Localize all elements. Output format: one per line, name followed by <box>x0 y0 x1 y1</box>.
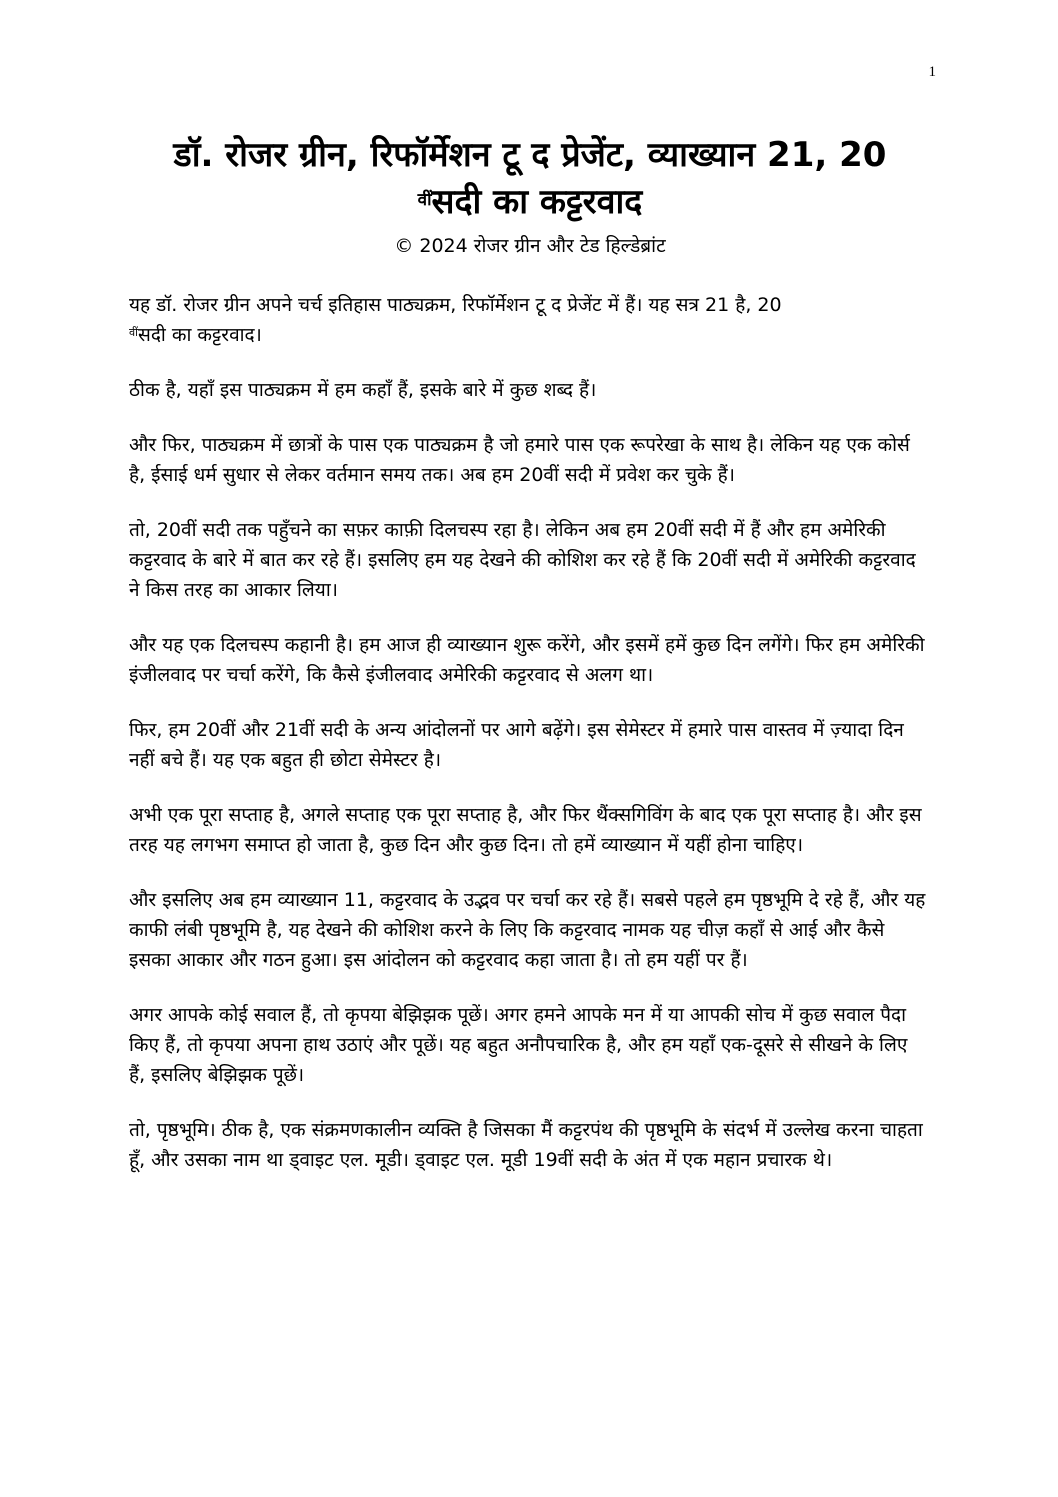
intro-superscript: वीं <box>129 326 138 339</box>
paragraph: ठीक है, यहाँ इस पाठ्यक्रम में हम कहाँ हैं, इसके बारे में कुछ शब्द हैं। <box>129 379 597 401</box>
paragraph: और यह एक दिलचस्प कहानी है। हम आज ही व्याख्यान शुरू करेंगे, और इसमें हमें कुछ दिन लगेंगे। फिर हम अमेरिकी इंजीलवाद पर चर्चा करेंगे, कि कैसे इंजीलवाद अमेरिकी कट्टरवाद से अलग था। <box>129 634 925 686</box>
paragraph: अभी एक पूरा सप्ताह है, अगले सप्ताह एक पूरा सप्ताह है, और फिर थैंक्सगिविंग के बाद एक पूरा सप्ताह है। और इस तरह यह लगभग समाप्त हो जाता है, कुछ दिन और कुछ दिन। तो हमें व्याख्यान में यहीं होना चाहिए। <box>129 804 922 856</box>
document-title <box>110 132 950 226</box>
page-number: 1 <box>928 64 936 80</box>
paragraph: तो, 20वीं सदी तक पहुँचने का सफ़र काफ़ी दिलचस्प रहा है। लेकिन अब हम 20वीं सदी में हैं और हम अमेरिकी कट्टरवाद के बारे में बात कर रहे हैं। इसलिए हम यह देखने की कोशिश कर रहे हैं कि 20वीं सदी में अमेरिकी कट्टरवाद ने किस तरह का आकार लिया। <box>129 519 916 601</box>
paragraph: तो, पृष्ठभूमि। ठीक है, एक संक्रमणकालीन व्यक्ति है जिसका मैं कट्टरपंथ की पृष्ठभूमि के संदर्भ में उल्लेख करना चाहता हूँ, और उसका नाम था ड्वाइट एल. मूडी। ड्वाइट एल. मूडी 19वीं सदी के अंत में एक महान प्रचारक थे। <box>129 1119 923 1171</box>
paragraph: और फिर, पाठ्यक्रम में छात्रों के पास एक पाठ्यक्रम है जो हमारे पास एक रूपरेखा के साथ है। लेकिन यह एक कोर्स है, ईसाई धर्म सुधार से लेकर वर्तमान समय तक। अब हम 20वीं सदी में प्रवेश कर चुके हैं। <box>129 434 910 486</box>
paragraph: अगर आपके कोई सवाल हैं, तो कृपया बेझिझक पूछें। अगर हमने आपके मन में या आपकी सोच में कुछ सवाल पैदा किए हैं, तो कृपया अपना हाथ उठाएं और पूछें। यह बहुत अनौपचारिक है, और हम यहाँ एक-दूसरे से सीखने के लिए हैं, इसलिए बेझिझक पूछें। <box>129 1004 908 1086</box>
paragraph: फिर, हम 20वीं और 21वीं सदी के अन्य आंदोलनों पर आगे बढ़ेंगे। इस सेमेस्टर में हमारे पास वास्तव में ज़्यादा दिन नहीं बचे हैं। यह एक बहुत ही छोटा सेमेस्टर है। <box>129 719 904 771</box>
copyright-notice: © 2024 रोजर ग्रीन और टेड हिल्डेब्रांट <box>394 235 666 257</box>
intro-text: यह डॉ. रोजर ग्रीन अपने चर्च इतिहास पाठ्यक्रम, रिफॉर्मेशन टू द प्रेजेंट में हैं। यह सत्र 21 है, 20 <box>129 294 782 316</box>
paragraph: और इसलिए अब हम व्याख्यान 11, कट्टरवाद के उद्भव पर चर्चा कर रहे हैं। सबसे पहले हम पृष्ठभूमि दे रहे हैं, और यह काफी लंबी पृष्ठभूमि है, यह देखने की कोशिश करने के लिए कि कट्टरवाद नामक यह चीज़ कहाँ से आई और कैसे इसका आकार और गठन हुआ। इस आंदोलन को कट्टरवाद कहा जाता है। तो हम यहीं पर हैं। <box>129 889 926 971</box>
title-line-2: सदी का कट्टरवाद <box>431 182 643 222</box>
document-body <box>129 290 929 1200</box>
intro-paragraph <box>129 290 929 350</box>
intro-text-end: सदी का कट्टरवाद। <box>137 324 262 346</box>
title-line-1: डॉ. रोजर ग्रीन, रिफॉर्मेशन टू द प्रेजेंट, व्याख्यान 21, 20 <box>173 135 887 175</box>
title-superscript: वीं <box>417 190 432 210</box>
